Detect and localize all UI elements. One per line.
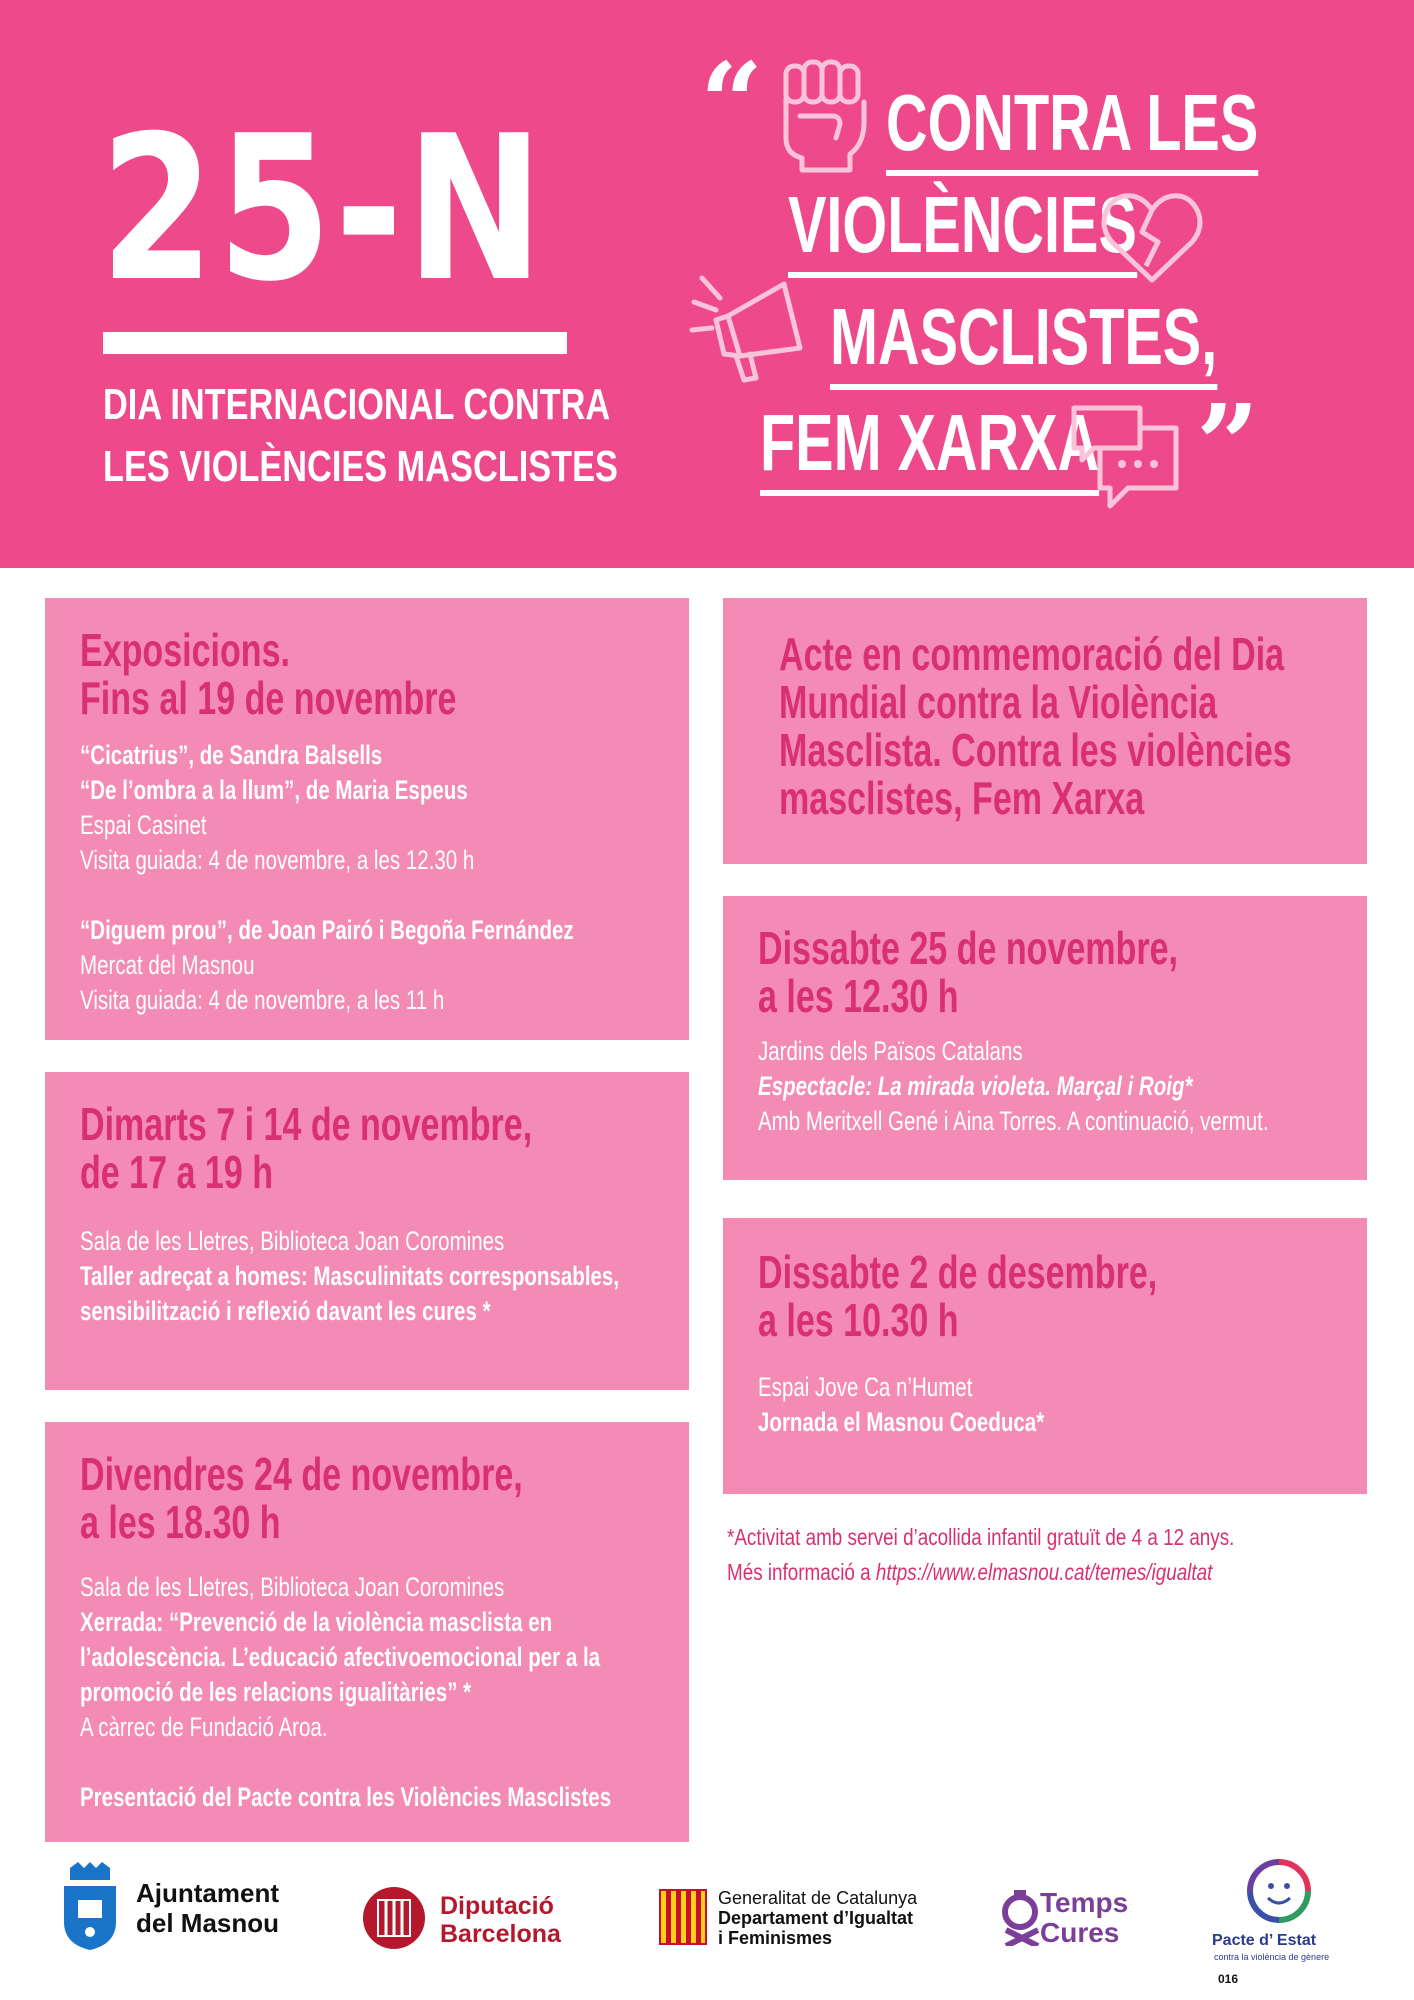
heading-line: de 17 a 19 h bbox=[80, 1146, 274, 1198]
logo-text-line: Diputació bbox=[440, 1892, 554, 1920]
exhibit-title: “Diguem prou”, de Joan Pairó i Begoña Fernández bbox=[80, 915, 574, 945]
logo-phone-number: 016 bbox=[1218, 1972, 1239, 1986]
heading-line: Divendres 24 de novembre, bbox=[80, 1448, 523, 1500]
talk-title: l’adolescència. L’educació afectivoemocional per a la bbox=[80, 1642, 601, 1672]
footnote bbox=[727, 1520, 1234, 1590]
heading-line: Masclista. Contra les violències bbox=[779, 724, 1292, 776]
card-heading bbox=[758, 924, 1178, 1020]
venue: Espai Casinet bbox=[80, 810, 207, 840]
logo-temps-cures bbox=[998, 1888, 1148, 1958]
venue: Jardins dels Països Catalans bbox=[758, 1036, 1023, 1066]
card-body bbox=[80, 738, 574, 1018]
logo-text-line: Temps bbox=[1040, 1887, 1129, 1918]
subtitle-line-1: DIA INTERNACIONAL CONTRA bbox=[103, 380, 611, 429]
logo-text-line: del Masnou bbox=[136, 1908, 280, 1938]
card-body bbox=[758, 1370, 1044, 1440]
card-heading bbox=[80, 1100, 532, 1196]
megaphone-icon bbox=[688, 270, 816, 386]
venue: Sala de les Lletres, Biblioteca Joan Coromines bbox=[80, 1572, 505, 1602]
heading-line: a les 12.30 h bbox=[758, 970, 959, 1022]
guided-visit: Visita guiada: 4 de novembre, a les 11 h bbox=[80, 985, 445, 1015]
card-body bbox=[80, 1570, 611, 1815]
heading-line: Exposicions. bbox=[80, 624, 290, 676]
logo-text-line: Cures bbox=[1040, 1917, 1120, 1948]
header-banner bbox=[0, 0, 1414, 568]
show-title: Espectacle: La mirada violeta. Marçal i Roig* bbox=[758, 1071, 1193, 1101]
logo-diputacio-barcelona bbox=[362, 1886, 602, 1966]
card-heading bbox=[779, 630, 1292, 822]
heading-line: a les 10.30 h bbox=[758, 1294, 959, 1346]
heading-line: Acte en commemoració del Dia bbox=[779, 628, 1285, 680]
more-info-label: Més informació a bbox=[727, 1559, 876, 1585]
card-heading bbox=[80, 1450, 523, 1546]
activity-title: Jornada el Masnou Coeduca* bbox=[758, 1407, 1045, 1437]
heading-line: Dimarts 7 i 14 de novembre, bbox=[80, 1098, 533, 1150]
stopwatch-icon bbox=[998, 1890, 1044, 1946]
card-body bbox=[80, 1224, 619, 1329]
talk-title: promoció de les relacions igualitàries” * bbox=[80, 1677, 472, 1707]
presentation-title: Presentació del Pacte contra les Violències Masclistes bbox=[80, 1782, 612, 1812]
broken-heart-icon bbox=[1100, 190, 1204, 286]
venue: Sala de les Lletres, Biblioteca Joan Coromines bbox=[80, 1226, 505, 1256]
masnou-shield-icon bbox=[60, 1860, 120, 1952]
slogan-line-1: CONTRA LES bbox=[886, 78, 1258, 176]
organizer: A càrrec de Fundació Aroa. bbox=[80, 1712, 328, 1742]
card-heading bbox=[80, 626, 456, 722]
event-title: 25-N bbox=[100, 93, 547, 326]
card-body bbox=[758, 1034, 1269, 1139]
spacer bbox=[80, 1745, 611, 1780]
title-underline bbox=[103, 332, 567, 354]
logo-text-line: Pacte d’ Estat bbox=[1212, 1932, 1317, 1949]
venue: Mercat del Masnou bbox=[80, 950, 255, 980]
logo-pacte-estat bbox=[1204, 1856, 1354, 1996]
heading-line: Mundial contra la Violència bbox=[779, 676, 1218, 728]
activity-title: Taller adreçat a homes: Masculinitats corresponsables, bbox=[80, 1261, 620, 1291]
performers: Amb Meritxell Gené i Aina Torres. A continuació, vermut. bbox=[758, 1106, 1269, 1136]
activity-title: sensibilització i reflexió davant les cures * bbox=[80, 1296, 491, 1326]
heading-line: masclistes, Fem Xarxa bbox=[779, 772, 1145, 824]
close-quote-mark: ” bbox=[1196, 380, 1260, 509]
logo-text-line: Generalitat de Catalunya bbox=[718, 1888, 918, 1908]
diputacio-seal-icon bbox=[362, 1886, 426, 1950]
logo-text-line: Departament d’Igualtat bbox=[718, 1908, 914, 1928]
exhibit-title: “Cicatrius”, de Sandra Balsells bbox=[80, 740, 383, 770]
slogan-line-2: VIOLÈNCIES bbox=[788, 180, 1137, 278]
venue: Espai Jove Ca n’Humet bbox=[758, 1372, 973, 1402]
slogan-line-4: FEM XARXA bbox=[760, 398, 1099, 496]
card-dimarts bbox=[45, 1072, 689, 1390]
chat-bubbles-icon bbox=[1070, 402, 1182, 516]
event-subtitle bbox=[103, 374, 618, 498]
raised-fist-icon bbox=[780, 58, 872, 174]
subtitle-line-2: LES VIOLÈNCIES MASCLISTES bbox=[103, 442, 618, 491]
open-quote-mark: “ bbox=[700, 38, 764, 167]
heading-line: Dissabte 25 de novembre, bbox=[758, 922, 1179, 974]
logo-text-line: contra la violència de gènere bbox=[1214, 1952, 1330, 1962]
card-acte bbox=[723, 598, 1367, 864]
heading-line: a les 18.30 h bbox=[80, 1496, 281, 1548]
guided-visit: Visita guiada: 4 de novembre, a les 12.30 h bbox=[80, 845, 475, 875]
exhibit-title: “De l’ombra a la llum”, de Maria Espeus bbox=[80, 775, 468, 805]
more-info-line bbox=[727, 1555, 1234, 1590]
talk-title: Xerrada: “Prevenció de la violència masclista en bbox=[80, 1607, 553, 1637]
logo-ajuntament-masnou bbox=[60, 1860, 300, 1960]
childcare-note: *Activitat amb servei d’acollida infantil gratuït de 4 a 12 anys. bbox=[727, 1524, 1235, 1550]
generalitat-emblem-icon bbox=[658, 1888, 708, 1946]
pacte-circle-icon bbox=[1244, 1856, 1314, 1926]
card-divendres bbox=[45, 1422, 689, 1842]
card-dissabte-2 bbox=[723, 1218, 1367, 1494]
more-info-link[interactable]: https://www.elmasnou.cat/temes/igualtat bbox=[875, 1559, 1213, 1585]
logo-text-line: i Feminismes bbox=[718, 1928, 833, 1948]
logo-text-line: Barcelona bbox=[440, 1920, 561, 1948]
heading-line: Dissabte 2 de desembre, bbox=[758, 1246, 1158, 1298]
logo-text-line: Ajuntament bbox=[136, 1878, 279, 1908]
spacer bbox=[80, 878, 574, 913]
heading-line: Fins al 19 de novembre bbox=[80, 672, 457, 724]
sponsor-logos bbox=[0, 1850, 1414, 2000]
slogan-line-3: MASCLISTES, bbox=[830, 292, 1217, 390]
card-heading bbox=[758, 1248, 1157, 1344]
logo-generalitat bbox=[658, 1888, 948, 1958]
card-dissabte-25 bbox=[723, 896, 1367, 1180]
card-exposicions bbox=[45, 598, 689, 1040]
